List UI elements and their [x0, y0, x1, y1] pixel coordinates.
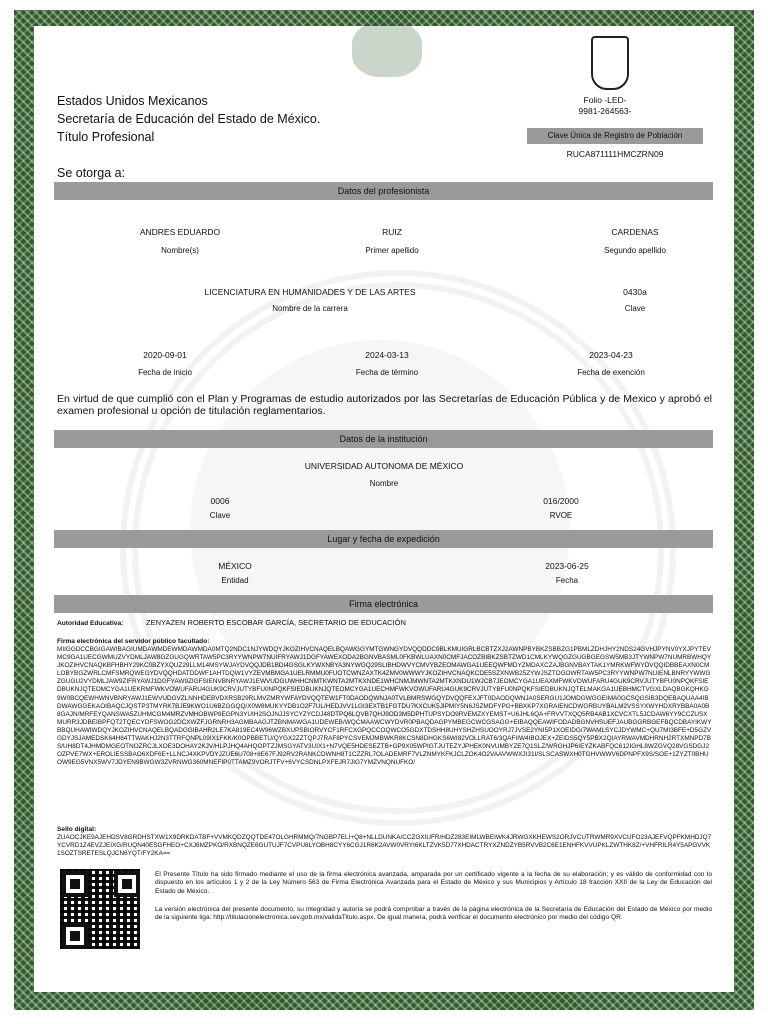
fecha-termino-value: 2024-03-13: [365, 350, 409, 360]
fecha-termino-label: Fecha de término: [355, 368, 419, 377]
otorga-label: Se otorga a:: [57, 166, 126, 180]
curp-label: Clave Única de Registro de Población: [527, 128, 703, 144]
header-titulo: Título Profesional: [57, 130, 155, 144]
sello-label: Sello digital:: [57, 826, 97, 833]
institucion-nombre-value: UNIVERSIDAD AUTONOMA DE MÉXICO: [304, 461, 464, 471]
section-profesionista: Datos del profesionista: [54, 182, 713, 200]
university-shield-icon: [591, 36, 629, 90]
rvoe-label: RVOE: [549, 511, 573, 520]
fecha-exencion-label: Fecha de exención: [577, 368, 645, 377]
entidad-label: Entidad: [221, 576, 249, 585]
sello-text: ZUAOCJKE9AJEHDSV8GRDHSTXW1X9DRKDATBF+VVMKQDZQQTDE47OLGHRMMQ/7NGBP7ELI+Q8+NLLDUNKA/CCZGXIUFR/HDZ283EIMLWBEIWK4JRWGXKHEWS2ORJVCUTRWMR9XVCUFO23AJEFVQPFKMHDJQ7YCVRD1Z4EVZJEIXG/RUQN40ESGFHEO+CXJ6MZPKO/RXBNQZE6GUTUJF7CVPU8LYOBH8CYY6CGJ1R6K2AVW0VRYI6KLTZVK5D77XHDACTRYXZNDZYB5RVVB2C6E1ENHFKVVUPKLZWTHK8Z/+VHFRILR4Y5APGVVK1SOZTSRETESLQJCN6YQT/FY2KA==: [57, 834, 712, 858]
folio-line1: Folio -LED-: [583, 95, 627, 105]
apellido1-label: Primer apellido: [365, 246, 419, 255]
carrera-clave-value: 0430a: [623, 287, 647, 297]
section-institucion: Datos de la institución: [54, 430, 713, 448]
qr-finder: [62, 923, 88, 949]
virtud-paragraph: En virtud de que cumplió con el Plan y Programas de estudio autorizados por las Secretarías de Educación Pública y de Mexico y aprobó el examen profesional u opción de titulación reglamentarios.: [57, 393, 712, 417]
expedicion-fecha-label: Fecha: [555, 576, 579, 585]
fecha-exencion-value: 2023-04-23: [589, 350, 633, 360]
section-expedicion: Lugar y fecha de expedición: [54, 530, 713, 548]
legal-paragraph-1: El Presente Título ha sido firmado mediante el uso de la firma electrónica avanzada, amparada por un certificado vigente a la fecha de su elaboración; y es válido de conformidad con lo dispuesto en los artículos 1 y 2 de la Ley Número 563 de Firma Electrónica Avanzada para el Estado de México y sus Municipios y Artículo 18 fracción XXII de la Ley de Educación del Estado de México.: [155, 871, 712, 895]
qr-finder: [114, 871, 140, 897]
carrera-clave-label: Clave: [624, 304, 646, 313]
qr-code[interactable]: [60, 869, 140, 949]
fecha-inicio-value: 2020-09-01: [143, 350, 187, 360]
apellido1-value: RUIZ: [382, 227, 402, 237]
section-firma: Firma electrónica: [54, 595, 713, 613]
institucion-nombre-label: Nombre: [369, 479, 399, 488]
header-country: Estados Unidos Mexicanos: [57, 94, 208, 108]
national-emblem-icon: [352, 22, 422, 77]
firma-text: MIIGGDCCBGIGAWIBAGIUMDAWMDEWMDAWMDA0MTQ2NDC1NJYWDQYJKOZIHVCNAQELBQAWGGYMTGWNGYDVQQDDC9BLKMUIGRLBCBTZXJ2AWNPBYBKZSBBZG1PBMLZDHJHY2NDS24GVHJPYNV0YXJPYTEVMC9GA1UECGWMUZVYDMLJAW8GZGUGQWRTAW5PC3RYYWNPW7NUIFRYAWJ1DGFYAWEXODA2BGNVBASML0FKBWLUAXN0CMFJACOZBIBKZSBTZWD1CMLKYWQGZGUGBGEGSW5MB3JTYWNPW7NUMRBWHQYJKOZIHVCNAQKBFHBHY29KC0BZYXQUZ29LLM14MSYWJAYDVQQJDB1BDI4GSGLKYWXNBYA3NYWGQ29SLIBHDWVYCMVYBZEOMAWGA1UEEQWFMDYZMDAXCZAJBGNVBAYTAK1YMRKWFWYDVQQIDBBEAXN0CMLOBYBGZWRLCMFSMRQWEGYDVQQHDATDDWF1AHTDQW1VYZEVMBMGA1UELRMMU0FUOTCWNZAXTK4ZMV0WWWYJKOZIHVCNAQKCDE5SZXNWB25ZYWJSZTOGOWRTAW5PC3RYYWNPW7NUIENLBNRYYWWGZGUGU2VYDMLJAW9ZIFRYAWJ1DGFYAW9ZIGFSIENVBNRYAWJ1EWVUDGUWHHCNMTKWNTA2MTKXNDE1WHCNMJMWNTA2MTKXNDU1WJCB7JEOMCYGA1UEAXMFWKVOWUFARU4GUK9CRVJUTYBFU0NPQKFSIEDBUKNJQTEOMCYGA1UEKRMFWKVOWUFARU4GUK9CRVJUTYBFU0NPQKFSIEDBUKNJQTEOMCYGA1UECHMFWKVOWUFARU4GUK9CRVJUTYBFU0NPQKFSIEDBUKNJQTELMAKGA1UEBHMCTVGXLDAQBGKQHKG9W0BCQEWHWNVBNRYAWJ1EWVUDGVZLNNHDEBVDXRSB29RLMVZMRYWFAYDVQQTEW1FT0DAODQWNJA0TVLBMRSWGQYDVQQFEXJFT0DAODQWNJA0SERGU1JOMDGWGGEIMA0GCSQGSIB3DQEBAQUAA4IBDWAWGGEKAOIBAQCJQSTP3TMYRK7BJE9KWO1U6BZGGQQ/X0W8MUKYYDB1O2F7UL/HEDJVV1LGI3EXTB1FGTDU7KXCUK5JIPMIY5N6JSZMDFYPG+BBXKP7XGRAIENCDWGRBUYBALM2VSSYXWYHDXRYBBA0A0B8GAJN/MRFEYQANSWA5ZUHMCGM4MRZVMHOBWP8EGPN3YUIH2SOJNJJSYCYZYCDJ48DTPQ6LQVB7QHJ9OD3M5DPHTUPSYDO9RVEMZXYEMST+U6JHL6QA+FRVVTXQQ5RB4AB1XCVCXTL5JCDAW6YY9CCZUSXMURR3JDBEIBPFQT2TQECYDFSWOG2DCXWZFJGRNRH3AGMBAAGJTZBNMAWGA1UDEWEB/WQCMAAWCWYDVR0PBAQDAGPYMBEGCWCGSAGG+EIBAQQEAWIFODADBGNVHSUEFJAUBGGRBGEFBQCDBAYIKWYBBQUHAWIWDQYJKOZIHVCNAQELBQADGGIBAHR2LE7KA819EC4W96WZBXUPSBIORVYCF1RFCXGPQCCOQWCO5GDXTDSHH8UHYSHZHSUOOYRJ7JVSE2YNI5P1XOEIDG/7WAMLSYCJDYWMC+QU7MI3BFE+D5GZVGDYJSJAMEDSK64H84TTWAKHJ2N3TTRFQNPL09IX1FKK/K0OPBBETU/QYGX2ZZTQPJ7RAF8PYCSVEMJMBWKR8KCSN8DHGKS6WI82VOLLRAT6/3QAFIIW4IBOJEX+ZEIDS5QY5PBX2QIAYRWAVMDHRNH2RTXMNPD7BS/UH8DT4JHMDMGEOTNOZRCJLXOE3DOHAY2KJV/HLPJHQ4AHQOPTZJMSGYATV3UIX1+N7VQE5HDESEZTB+GP9X05WPIGTJUTEZYJPHEK0NVUMBYZE7Q1SLZ/WRGHJP6IEYZKABFQC612IGHL8WZGVQ28VGSDGJ2OZPVE7WX+EROLIESSBAO6XDF6E+LLNCJ4XKPVDYJZUE6U708+8E67FJ92RV2RANKCDWNH8T1CZZRL7OLADEMRF7VLZNMYKFKJCLZOK4O2VAAVWWXJI31I/SLSCASWXH0TGHVWWV6DPNPFX9S/SOE+1ZYZT0BHUOW9EG5VNX5WV7JDYEN9BWGW3ZVRNWG360MNEFIP0TTAMZ9VORJTFV+6VYCSDNLPXFEJR7JIG7YMZVNQNUFKO/: [57, 646, 712, 767]
nombre-value: ANDRES EDUARDO: [139, 227, 221, 237]
autoridad-label: Autoridad Educativa:: [57, 620, 124, 627]
entidad-value: MÉXICO: [218, 561, 252, 571]
autoridad-value: ZENYAZEN ROBERTO ESCOBAR GARCÍA, SECRETARIO DE EDUCACIÓN: [146, 618, 406, 627]
qr-finder: [62, 871, 88, 897]
rvoe-value: 016/2000: [543, 496, 579, 506]
legal-paragraph-2: La versión electrónica del presente documento, su integridad y autoría se podrá comprobar a través de la página electrónica de la Secretaría de Educación del Estado de México por medio de la siguiente liga: http://titulacionelectronica.sev.gob.mx/validaTitulo.aspx. De igual manera, podrá verificar el documento electrónico por medio del código QR.: [155, 906, 712, 922]
firma-label: Firma electrónica del servidor público facultado:: [57, 638, 210, 645]
curp-value: RUCA871111HMCZRN09: [566, 149, 664, 159]
carrera-label: Nombre de la carrera: [272, 304, 348, 313]
institucion-clave-label: Clave: [209, 511, 231, 520]
carrera-value: LICENCIATURA EN HUMANIDADES Y DE LAS ARTES: [204, 287, 416, 297]
apellido2-label: Segundo apellido: [604, 246, 666, 255]
apellido2-value: CARDENAS: [611, 227, 659, 237]
nombre-label: Nombre(s): [161, 246, 199, 255]
folio: [560, 95, 650, 117]
institucion-clave-value: 0006: [210, 496, 230, 506]
folio-line2: 9981-264563-: [578, 106, 632, 116]
header-secretaria: Secretaría de Educación del Estado de México.: [57, 112, 321, 126]
fecha-inicio-label: Fecha de inicio: [138, 368, 192, 377]
expedicion-fecha-value: 2023-06-25: [545, 561, 589, 571]
